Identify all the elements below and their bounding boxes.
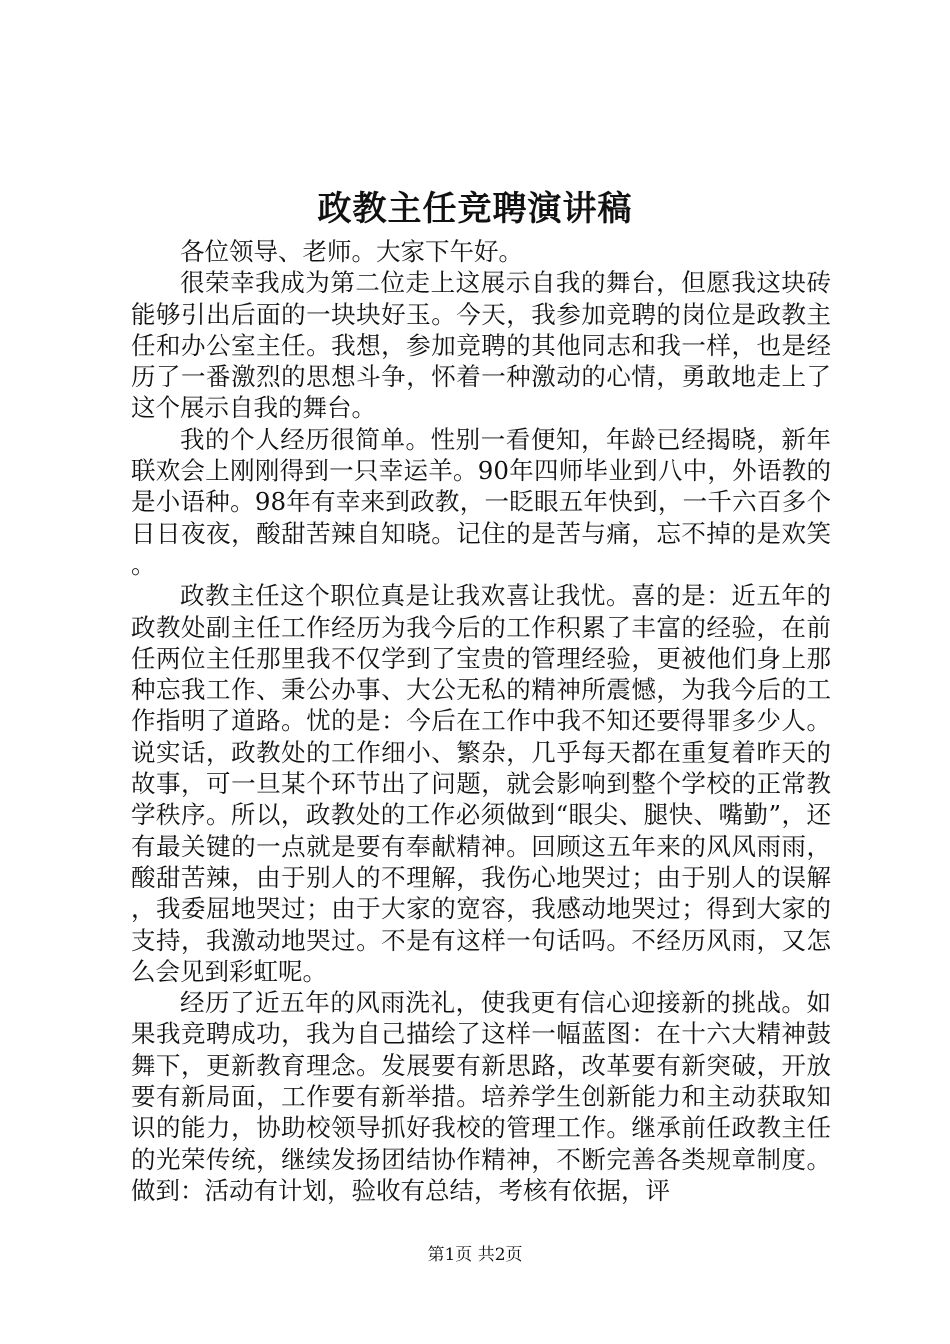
document-title: 政教主任竞聘演讲稿 [317, 189, 633, 229]
paragraph-greeting: 各位领导、老师。大家下午好。 [180, 237, 523, 266]
document-body [131, 236, 831, 1206]
paragraph-position-reflection: 政教主任这个职位真是让我欢喜让我忧。喜的是：近五年的政教处副主任工作经历为我今后的工作积累了丰富的经验，在前任两位主任那里我不仅学到了宝贵的管理经验，更被他们身上那种忘我工作、秉公办事、大公无私的精神所震憾，为我今后的工作指明了道路。忧的是：今后在工作中我不知还要得罪多少人。说实话，政教处的工作细小、繁杂，几乎每天都在重复着昨天的故事，可一旦某个环节出了问题，就会影响到整个学校的正常教学秩序。所以，政教处的工作必须做到“眼尖、腿快、嘴勤”，还有最关键的一点就是要有奉献精神。回顾这五年来的风风雨雨，酸甜苦辣，由于别人的不理解，我伤心地哭过；由于别人的误解，我委屈地哭过；由于大家的宽容，我感动地哭过；得到大家的支持，我激动地哭过。不是有这样一句话吗。不经历风雨，又怎么会见到彩虹呢。 [131, 581, 831, 986]
page-number-footer: 第1页 共2页 [427, 1245, 523, 1265]
paragraph-introduction: 很荣幸我成为第二位走上这展示自我的舞台，但愿我这块砖能够引出后面的一块块好玉。今天，我参加竞聘的岗位是政教主任和办公室主任。我想，参加竞聘的其他同志和我一样，也是经历了一番激烈的思想斗争，怀着一种激动的心情，勇敢地走上了这个展示自我的舞台。 [131, 268, 831, 423]
paragraph-blueprint: 经历了近五年的风雨洗礼，使我更有信心迎接新的挑战。如果我竞聘成功，我为自己描绘了这样一幅蓝图：在十六大精神鼓舞下，更新教育理念。发展要有新思路，改革要有新突破，开放要有新局面，工作要有新举措。培养学生创新能力和主动获取知识的能力，协助校领导抓好我校的管理工作。继承前任政教主任的光荣传统，继续发扬团结协作精神，不断完善各类规章制度。做到：活动有计划，验收有总结，考核有依据，评 [131, 988, 831, 1205]
paragraph-personal-experience: 我的个人经历很简单。性别一看便知，年龄已经揭晓，新年联欢会上刚刚得到一只幸运羊。90年四师毕业到八中，外语教的是小语种。98年有幸来到政教，一眨眼五年快到，一千六百多个日日夜夜，酸甜苦辣自知晓。记住的是苦与痛，忘不掉的是欢笑。 [131, 424, 831, 579]
